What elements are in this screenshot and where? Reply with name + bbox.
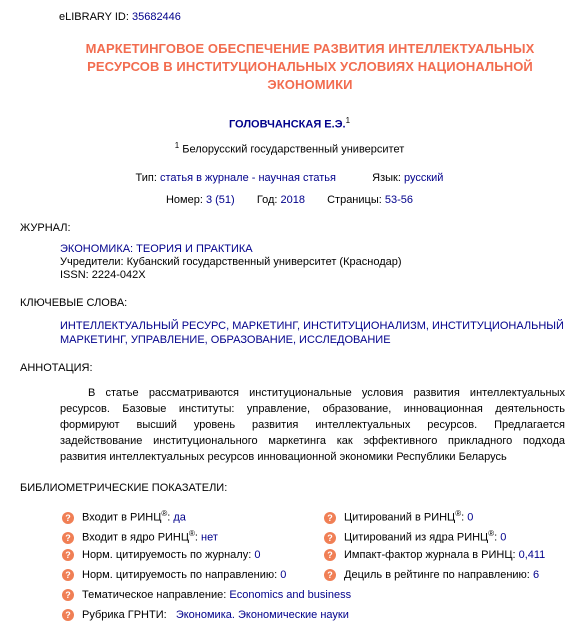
help-icon[interactable]: ? (62, 532, 74, 544)
help-icon[interactable]: ? (324, 512, 336, 524)
journal-founder: Учредители: Кубанский государственный университет (Краснодар) (60, 256, 402, 268)
number-label: Номер: (165, 194, 203, 206)
registered-mark: ® (488, 529, 495, 538)
elibrary-id (59, 11, 181, 23)
help-icon[interactable]: ? (62, 569, 74, 581)
metric-value: 0 (280, 569, 287, 581)
metric-value: 0 (500, 531, 507, 544)
metric-value[interactable]: Economics and business (229, 589, 352, 601)
metric-norm-journal (62, 549, 260, 561)
metric-label: Норм. цитируемость по направлению: (82, 569, 278, 581)
biblio-header: БИБЛИОМЕТРИЧЕСКИЕ ПОКАЗАТЕЛИ: (20, 482, 228, 494)
help-icon[interactable]: ? (62, 549, 74, 561)
metric-rinc: ? Входит в РИНЦ®: да (62, 509, 186, 524)
metric-label: Входит в ядро РИНЦ (82, 531, 190, 544)
keywords-line-1[interactable]: ИНТЕЛЛЕКТУАЛЬНЫЙ РЕСУРС, МАРКЕТИНГ, ИНСТИТУЦИОНАЛИЗМ, ИНСТИТУЦИОНАЛЬНЫЙ (60, 320, 564, 332)
affiliation-name: Белорусский государственный университет (182, 143, 405, 156)
metric-norm-direction (62, 569, 286, 581)
author (0, 116, 579, 131)
affiliation-sup: 1 (174, 141, 180, 150)
journal-issn: ISSN: 2224-042X (60, 269, 146, 281)
metric-value[interactable]: Экономика. Экономические науки (175, 609, 349, 621)
metric-impact (324, 549, 545, 561)
metric-value: 6 (532, 569, 540, 581)
metric-label: Норм. цитируемость по журналу: (82, 549, 252, 561)
language-value: русский (403, 172, 444, 184)
help-icon[interactable]: ? (62, 609, 74, 621)
keywords-line-2[interactable]: МАРКЕТИНГ, УПРАВЛЕНИЕ, ОБРАЗОВАНИЕ, ИССЛЕДОВАНИЕ (60, 334, 391, 346)
author-sup: 1 (345, 116, 351, 125)
metric-value: 0,411 (518, 549, 546, 561)
help-icon[interactable]: ? (324, 532, 336, 544)
type-label: Тип: (135, 172, 157, 184)
metric-label: Цитирований из ядра РИНЦ (344, 531, 489, 544)
language-label: Язык: (372, 172, 401, 184)
help-icon[interactable]: ? (324, 549, 336, 561)
article-title: МАРКЕТИНГОВОЕ ОБЕСПЕЧЕНИЕ РАЗВИТИЯ ИНТЕЛЛЕКТУАЛЬНЫХ РЕСУРСОВ В ИНСТИТУЦИОНАЛЬНЫХ УСЛОВИЯХ НАЦИОНАЛЬНОЙ ЭКОНОМИКИ (85, 41, 535, 92)
year-value: 2018 (280, 194, 305, 206)
metric-label: Рубрика ГРНТИ: (82, 609, 167, 621)
metric-label: Входит в РИНЦ (82, 511, 162, 524)
metric-value: 0 (467, 511, 474, 524)
pages-value: 53-56 (384, 194, 413, 206)
registered-mark: ® (189, 529, 195, 538)
journal-header: ЖУРНАЛ: (20, 222, 71, 234)
metric-thematic (62, 589, 351, 601)
metric-cit-core: ? Цитирований из ядра РИНЦ®: 0 (324, 529, 506, 544)
year-label: Год: (256, 194, 278, 206)
help-icon[interactable]: ? (62, 512, 74, 524)
journal-block (60, 243, 402, 282)
keywords-block (60, 319, 564, 347)
metric-value: нет (201, 531, 218, 544)
metric-decile (324, 569, 539, 581)
annotation-paragraph: В статье рассматриваются институциональные условия развития интеллектуальных ресурсов. Базовые институты: управление, образование, инновационная деятельность формируют высший уровень развития интеллектуальных ресурсов. Предлагается задействование институционального маркетинга как эффективного прикладного подхода развития интеллектуальных ресурсов инновационной экономики Республики Беларусь (60, 387, 565, 463)
pages-label: Страницы: (327, 194, 382, 206)
number-value: 3 (51) (205, 194, 235, 206)
registered-mark: ® (455, 509, 462, 518)
annotation-text (60, 385, 565, 465)
meta-row-2 (0, 194, 579, 206)
elibrary-id-value: 35682446 (131, 11, 181, 23)
metric-value: да (173, 511, 186, 524)
metric-cit-rinc: ? Цитирований в РИНЦ®: 0 (324, 509, 473, 524)
metric-label: Цитирований в РИНЦ (344, 511, 456, 524)
annotation-header: АННОТАЦИЯ: (20, 362, 93, 374)
metric-label: Дециль в рейтинге по направлению: (344, 569, 530, 581)
metric-grnti (62, 609, 349, 621)
metric-label: Тематическое направление: (82, 589, 227, 601)
help-icon[interactable]: ? (62, 589, 74, 601)
registered-mark: ® (161, 509, 168, 518)
keywords-header: КЛЮЧЕВЫЕ СЛОВА: (20, 297, 128, 309)
help-icon[interactable]: ? (324, 569, 336, 581)
metric-label: Импакт-фактор журнала в РИНЦ: (344, 549, 516, 561)
metric-value: 0 (254, 549, 261, 561)
meta-row-1 (0, 172, 579, 184)
author-name[interactable]: ГОЛОВЧАНСКАЯ Е.Э. (228, 118, 346, 131)
metric-core: ? Входит в ядро РИНЦ®: нет (62, 529, 218, 544)
affiliation (0, 141, 579, 156)
elibrary-id-label: eLIBRARY ID: (59, 11, 129, 23)
journal-link[interactable]: ЭКОНОМИКА: ТЕОРИЯ И ПРАКТИКА (60, 243, 253, 255)
type-value: статья в журнале - научная статья (160, 172, 336, 184)
